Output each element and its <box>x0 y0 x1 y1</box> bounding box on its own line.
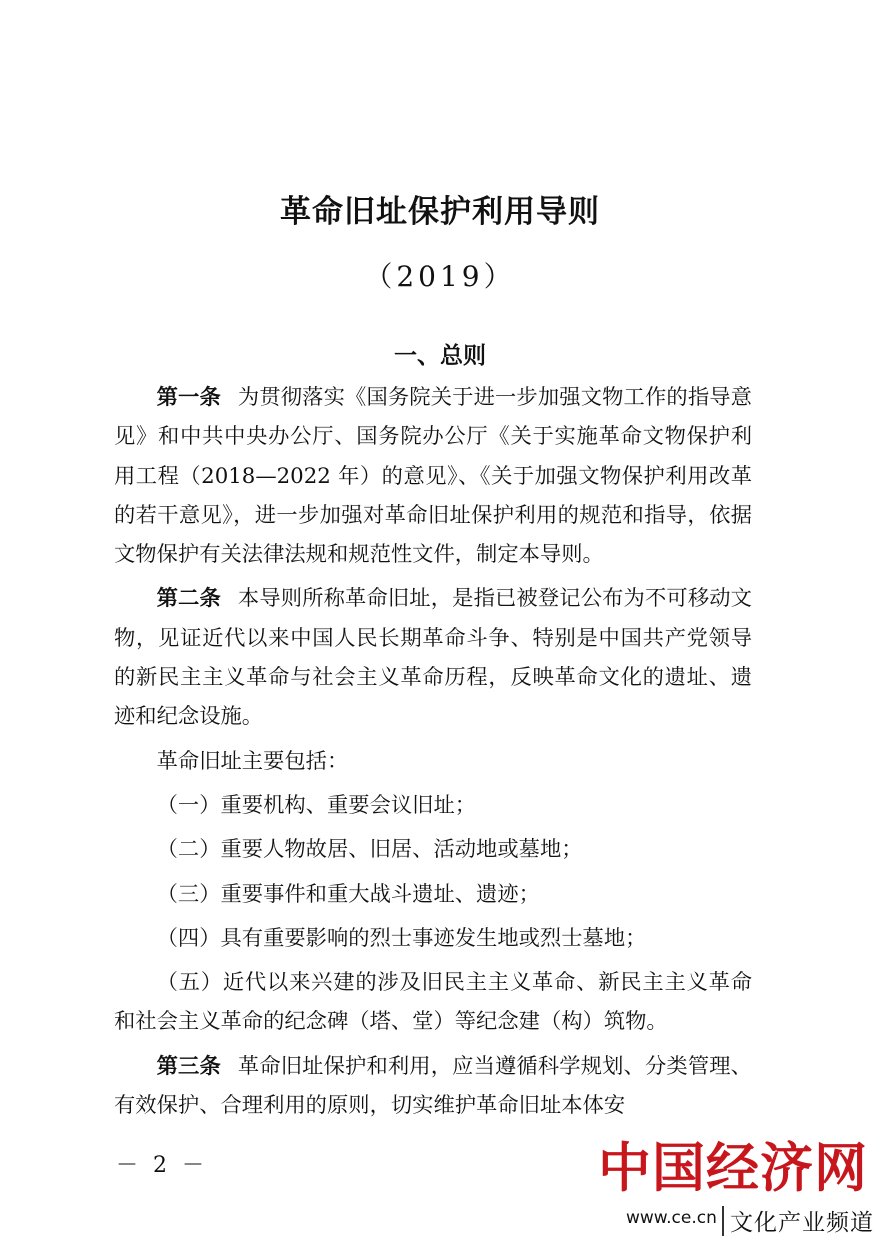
watermark-channel: 文化产业频道 <box>730 1210 874 1236</box>
paragraph-article-3 <box>114 1047 752 1126</box>
document-title: 革命旧址保护利用导则 <box>280 194 600 230</box>
document-year: （2019） <box>364 260 516 293</box>
paragraph-text: 革命旧址主要包括： <box>156 748 349 774</box>
list-item <box>114 875 752 914</box>
paragraph-list-intro <box>114 742 752 781</box>
paragraph-text: 为贯彻落实《国务院关于进一步加强文物工作的指导意见》和中共中央办公厅、国务院办公厅《关于实施革命文物保护利用工程（2018—2022 年）的意见》、《关于加强文物保护利用改革的若干意见》，进一步加强对革命旧址保护利用的规范和指导，依据文物保护有关法律法规和规范性文件，制定本导则。 <box>114 385 752 568</box>
list-item <box>114 963 752 1042</box>
watermark-url: www.ce.cn <box>626 1208 717 1228</box>
list-item <box>114 919 752 958</box>
watermark-logo: 中国经济网 <box>598 1138 868 1199</box>
paragraph-text: 革命旧址保护和利用，应当遵循科学规划、分类管理、有效保护、合理利用的原则，切实维护革命旧址本体安 <box>114 1053 752 1119</box>
document-body <box>114 378 752 1125</box>
paragraph-text: 本导则所称革命旧址，是指已被登记公布为不可移动文物，见证近代以来中国人民长期革命斗争、特别是中国共产党领导的新民主主义革命与社会主义革命历程，反映革命文化的遗址、遗迹和纪念设施。 <box>114 586 752 730</box>
list-item <box>114 830 752 869</box>
paragraph-article-2 <box>114 579 752 736</box>
paragraph-text: （三）重要事件和重大战斗遗址、遗迹； <box>156 881 540 907</box>
watermark-divider <box>722 1206 724 1236</box>
paragraph-text: （四）具有重要影响的烈士事迹发生地或烈士墓地； <box>156 925 647 951</box>
paragraph-text: （二）重要人物故居、旧居、活动地或墓地； <box>156 837 583 863</box>
section-heading: 一、总则 <box>394 343 486 369</box>
paragraph-article-1 <box>114 378 752 574</box>
page-number: － 2 － <box>116 1153 208 1178</box>
paragraph-text: （一）重要机构、重要会议旧址； <box>156 792 477 818</box>
list-item <box>114 786 752 825</box>
article-label: 第二条 <box>156 586 221 612</box>
article-label: 第一条 <box>156 385 221 410</box>
paragraph-text: （五）近代以来兴建的涉及旧民主主义革命、新民主主义革命和社会主义革命的纪念碑（塔、堂）等纪念建（构）筑物。 <box>114 970 752 1035</box>
article-label: 第三条 <box>156 1053 221 1079</box>
